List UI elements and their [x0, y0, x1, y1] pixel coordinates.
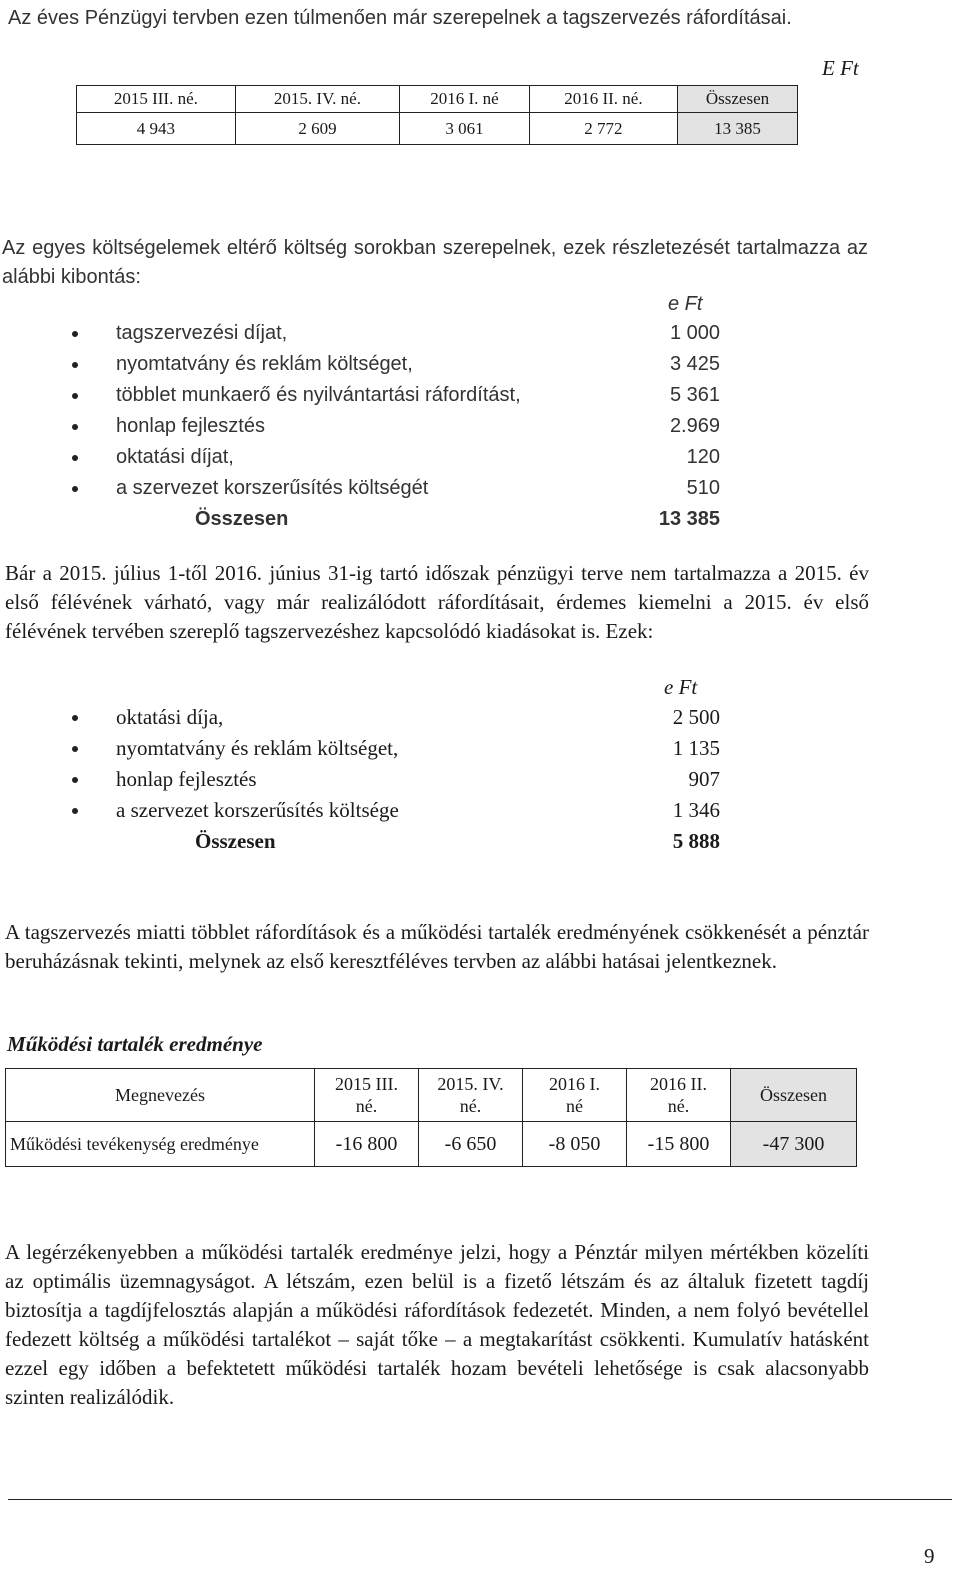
table-header-period: 2015. IV. né. [419, 1069, 523, 1122]
list-item-value: 1 135 [672, 736, 720, 760]
bullet-icon [72, 715, 78, 721]
table-cell-value: -8 050 [523, 1122, 627, 1167]
list-item-label: a szervezet korszerűsítés költsége [116, 798, 399, 822]
list-item-label: többlet munkaerő és nyilvántartási ráfordítást, [116, 384, 521, 406]
list-total-row [60, 827, 720, 858]
list-total-label: Összesen [195, 508, 289, 530]
list-item [60, 350, 720, 381]
top-table-value-total: 13 385 [678, 113, 798, 145]
list-item-value: 510 [686, 477, 720, 499]
list-item [60, 412, 720, 443]
list-item [60, 765, 720, 796]
table-cell-value: -15 800 [627, 1122, 731, 1167]
bullet-icon [72, 331, 78, 337]
list-total-label: Összesen [195, 829, 276, 853]
intro-line: Az éves Pénzügyi tervben ezen túlmenően már szerepelnek a tagszervezés ráfordításai. [8, 7, 792, 29]
table-header-period: 2016 II. né. [627, 1069, 731, 1122]
list-item-value: 2.969 [669, 415, 720, 437]
top-table-header: 2016 II. né. [529, 86, 677, 113]
top-table-value: 3 061 [400, 113, 530, 145]
list-item [60, 381, 720, 412]
list-item-label: oktatási díjat, [116, 446, 234, 468]
table-header-name: Megnevezés [6, 1069, 315, 1122]
top-table [76, 85, 798, 145]
final-paragraph: A legérzékenyebben a működési tartalék eredménye jelzi, hogy a Pénztár milyen mértékben közelíti az optimális üzemnagyságot. A létszám, ezen belül is a fizető létszám és az általuk fizetett tagdíj biztosítja a tagdíjfelosztás alapján a működési ráfordítások fedezetét. Minden, a nem folyó bevétellel fedezett költség a működési tartalékot – saját tőke – a megtakarítást csökkenti. Kumulatív hatásként ezzel egy időben a befektetett működési tartalék hozam bevételi lehetősége is csak alacsonyabb szinten realizálódik. [5, 1240, 869, 1409]
list-item [60, 443, 720, 474]
list-item-value: 907 [688, 767, 720, 791]
list-item-value: 3 425 [669, 353, 720, 375]
reserve-result-table [5, 1068, 857, 1167]
list-item-value: 120 [686, 446, 720, 468]
list-item-value: 2 500 [672, 705, 720, 729]
top-table-header: 2015 III. né. [77, 86, 236, 113]
list-item [60, 319, 720, 350]
bullet-icon [72, 777, 78, 783]
bullet-icon [72, 362, 78, 368]
bullet-icon [72, 455, 78, 461]
table-header-total: Összesen [731, 1069, 857, 1122]
list-item-value: 1 000 [669, 322, 720, 344]
list1-unit: e Ft [668, 293, 703, 315]
list-item [60, 474, 720, 505]
top-table-value: 2 609 [235, 113, 399, 145]
list-total-value: 13 385 [658, 508, 720, 530]
bullet-icon [72, 808, 78, 814]
top-table-value: 4 943 [77, 113, 236, 145]
page-number: 9 [924, 1544, 935, 1568]
top-table-header: 2016 I. né [400, 86, 530, 113]
table-cell-total: -47 300 [731, 1122, 857, 1167]
section-title: Működési tartalék eredménye [7, 1032, 263, 1056]
top-table-header: 2015. IV. né. [235, 86, 399, 113]
first-half-cost-list [60, 703, 720, 858]
list-item-label: honlap fejlesztés [116, 415, 265, 437]
top-table-header-total: Összesen [678, 86, 798, 113]
breakdown-paragraph: Az egyes költségelemek eltérő költség sorokban szerepelnek, ezek részletezését tartalmazza az alábbi kibontás: [2, 237, 868, 288]
table-cell-value: -16 800 [315, 1122, 419, 1167]
list2-unit: e Ft [664, 675, 698, 699]
table-header-period: 2015 III. né. [315, 1069, 419, 1122]
list-item-label: tagszervezési díjat, [116, 322, 288, 344]
list-item-label: a szervezet korszerűsítés költségét [116, 477, 429, 499]
list-item-label: honlap fejlesztés [116, 767, 257, 791]
top-table-value: 2 772 [529, 113, 677, 145]
first-half-paragraph: Bár a 2015. július 1-től 2016. június 31-ig tartó időszak pénzügyi terve nem tartalmazza a 2015. év első félévének várható, vagy már realizálódott ráfordításait, érdemes kiemelni a 2015. év első félévének tervében szereplő tagszervezéshez kapcsolódó kiadásokat is. Ezek: [5, 561, 869, 643]
list-item-value: 1 346 [672, 798, 720, 822]
list-item-label: nyomtatvány és reklám költséget, [116, 736, 399, 760]
list-item [60, 703, 720, 734]
list-item-value: 5 361 [669, 384, 720, 406]
list-item-label: oktatási díja, [116, 705, 224, 729]
table-cell-value: -6 650 [419, 1122, 523, 1167]
bullet-icon [72, 424, 78, 430]
footer-rule [8, 1499, 952, 1500]
bullet-icon [72, 746, 78, 752]
investment-paragraph: A tagszervezés miatti többlet ráfordítások és a működési tartalék eredményének csökkenését a pénztár beruházásnak tekinti, melynek az első keresztféléves tervben az alábbi hatásai jelentkeznek. [5, 920, 869, 973]
cost-breakdown-list [60, 319, 720, 536]
list-item-label: nyomtatvány és reklám költséget, [116, 353, 413, 375]
top-table-unit: E Ft [822, 56, 859, 80]
list-total-value: 5 888 [672, 829, 720, 853]
list-total-row [60, 505, 720, 536]
bullet-icon [72, 486, 78, 492]
table-row-label: Működési tevékenység eredménye [6, 1122, 315, 1167]
table-header-period: 2016 I. né [523, 1069, 627, 1122]
bullet-icon [72, 393, 78, 399]
list-item [60, 796, 720, 827]
list-item [60, 734, 720, 765]
